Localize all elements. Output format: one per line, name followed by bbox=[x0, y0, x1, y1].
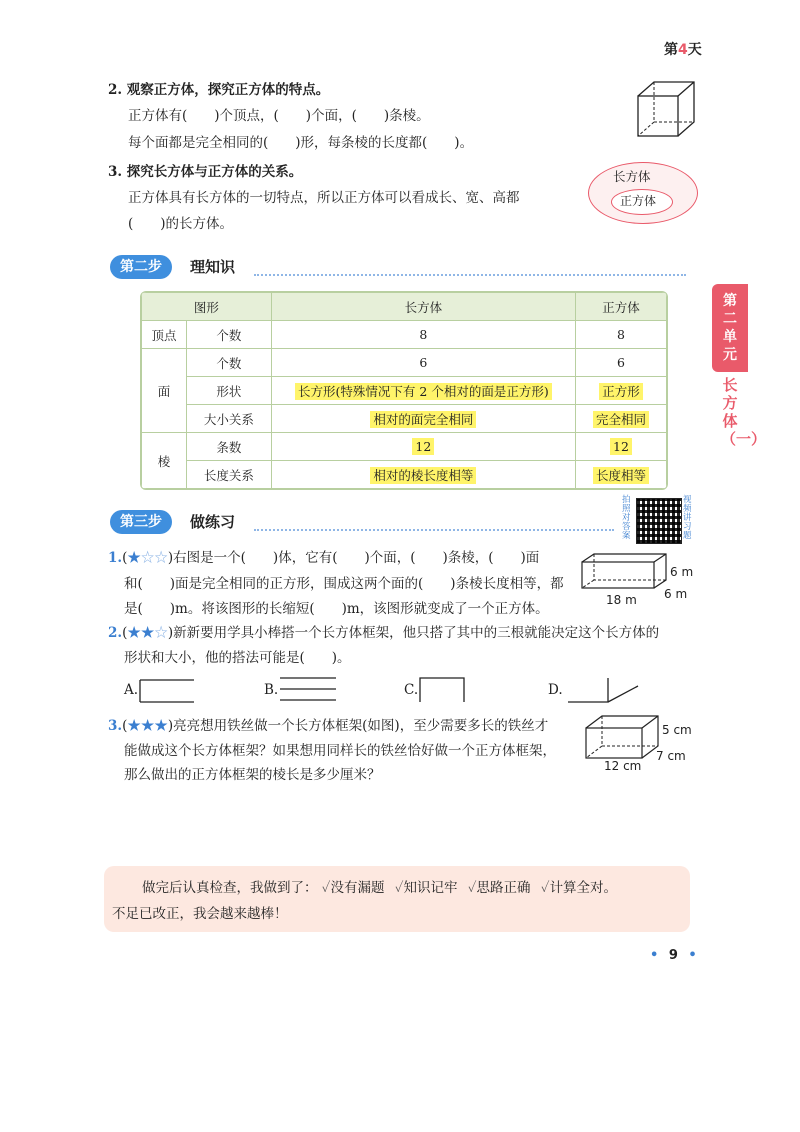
row-cuboid: 8 bbox=[271, 321, 575, 349]
cuboid2-length: 12 cm bbox=[604, 759, 642, 773]
self-check-line1 bbox=[142, 878, 617, 898]
step3-divider bbox=[254, 529, 614, 531]
check-icon: ✓ bbox=[321, 880, 331, 896]
star-empty-icon: ☆ bbox=[154, 625, 168, 641]
venn-outer bbox=[588, 162, 698, 224]
option-b-figure bbox=[278, 674, 340, 704]
row-cuboid: 6 bbox=[271, 349, 575, 377]
step2-title: 理知识 bbox=[190, 258, 236, 276]
row-attr: 长度关系 bbox=[187, 461, 272, 489]
exercise-1-line3: 是( )m。将该图形的长缩短( )m，该图形就变成了一个正方体。 bbox=[124, 601, 549, 617]
cuboid1-width: 6 m bbox=[664, 587, 688, 601]
page-number: • 9 • bbox=[650, 948, 697, 963]
self-check-line2: 不足已改正，我会越来越棒！ bbox=[112, 906, 288, 922]
option-a-figure bbox=[138, 678, 198, 704]
venn-inner-label: 正方体 bbox=[620, 194, 657, 208]
q2-title: 2. 观察正方体，探究正方体的特点。 bbox=[108, 82, 330, 98]
check-item: 计算全对。 bbox=[549, 880, 618, 896]
qr-code-icon[interactable] bbox=[636, 498, 682, 544]
knowledge-table-frame bbox=[140, 291, 668, 490]
cuboid2-height: 5 cm bbox=[662, 723, 692, 737]
row-cube: 完全相同 bbox=[593, 411, 649, 428]
option-b-label: B. bbox=[264, 682, 279, 698]
unit-tab bbox=[712, 284, 748, 372]
qr-caption-right: 视频讲习题 bbox=[683, 495, 692, 541]
day-label: 第4天 bbox=[664, 42, 702, 58]
step2-divider bbox=[254, 274, 686, 276]
day-number: 4 bbox=[678, 42, 688, 58]
row-cuboid: 相对的棱长度相等 bbox=[370, 467, 476, 484]
option-c-figure bbox=[418, 676, 470, 704]
step2-pill: 第二步 bbox=[110, 255, 172, 279]
check-item: 没有漏题 bbox=[330, 880, 385, 896]
cuboid2-width: 7 cm bbox=[656, 749, 686, 763]
check-item: 思路正确 bbox=[476, 880, 531, 896]
check-item: 知识记牢 bbox=[403, 880, 458, 896]
row-cuboid: 长方形(特殊情况下有 2 个相对的面是正方形) bbox=[295, 383, 552, 400]
option-c[interactable] bbox=[404, 680, 418, 700]
group-face: 面 bbox=[142, 349, 187, 433]
option-a-label: A. bbox=[124, 682, 139, 698]
unit-label: 第二单元 bbox=[723, 293, 737, 363]
option-d[interactable] bbox=[548, 680, 563, 700]
row-attr: 个数 bbox=[187, 349, 272, 377]
table-row bbox=[142, 321, 667, 349]
row-attr: 个数 bbox=[187, 321, 272, 349]
table-row bbox=[142, 461, 667, 489]
row-cuboid: 相对的面完全相同 bbox=[370, 411, 476, 428]
difficulty-stars: (★★☆) bbox=[122, 625, 174, 641]
dot-icon: • bbox=[650, 948, 659, 963]
option-b[interactable] bbox=[264, 680, 278, 700]
difficulty-stars: (★☆☆) bbox=[122, 550, 174, 566]
header-cuboid: 长方体 bbox=[271, 293, 575, 321]
dot-icon: • bbox=[688, 948, 697, 963]
self-check-lead: 做完后认真检查，我做到了： bbox=[142, 880, 318, 896]
star-empty-icon: ☆ bbox=[154, 550, 168, 566]
exercise-2-line1: 新新要用学具小棒搭一个长方体框架，他只搭了其中的三根就能决定这个长方体的 bbox=[173, 625, 660, 641]
row-cube: 长度相等 bbox=[593, 467, 649, 484]
q3-title: 3. 探究长方体与正方体的关系。 bbox=[108, 164, 303, 180]
exercise-2-line2: 形状和大小，他的搭法可能是( )。 bbox=[124, 650, 351, 666]
cuboid1-length: 18 m bbox=[606, 593, 637, 607]
cuboid1-height: 6 m bbox=[670, 565, 694, 579]
exercise-2-number: 2. bbox=[108, 625, 123, 641]
option-d-figure bbox=[566, 674, 642, 706]
row-cube: 12 bbox=[610, 438, 632, 455]
cuboid-figure-2 bbox=[584, 714, 662, 760]
cuboid-figure-1 bbox=[580, 552, 670, 592]
cube-figure bbox=[634, 78, 698, 142]
exercise-3-line2: 能做成这个长方体框架？如果想用同样长的铁丝恰好做一个正方体框架， bbox=[124, 743, 556, 759]
row-cube: 正方形 bbox=[599, 383, 643, 400]
exercise-3 bbox=[108, 716, 548, 736]
table-header-row bbox=[142, 293, 667, 321]
row-cube: 8 bbox=[576, 321, 667, 349]
venn-inner bbox=[611, 189, 673, 215]
table-row bbox=[142, 349, 667, 377]
table-row bbox=[142, 433, 667, 461]
row-cuboid: 12 bbox=[412, 438, 434, 455]
star-filled-icon: ★ bbox=[127, 625, 141, 641]
star-filled-icon: ★ bbox=[140, 625, 155, 641]
check-icon: ✓ bbox=[467, 880, 477, 896]
row-cube: 6 bbox=[576, 349, 667, 377]
header-cube: 正方体 bbox=[576, 293, 667, 321]
option-c-label: C. bbox=[404, 682, 419, 698]
exercise-1 bbox=[108, 548, 539, 568]
exercise-1-number: 1. bbox=[108, 550, 123, 566]
exercise-3-line1: 亮亮想用铁丝做一个长方体框架(如图)，至少需要多长的铁丝才 bbox=[173, 718, 549, 734]
star-filled-icon: ★ bbox=[140, 718, 155, 734]
self-check-banner bbox=[104, 866, 690, 932]
table-row bbox=[142, 405, 667, 433]
group-vertex: 顶点 bbox=[142, 321, 187, 349]
row-attr: 条数 bbox=[187, 433, 272, 461]
q2-line1: 正方体有( )个顶点，( )个面，( )条棱。 bbox=[128, 108, 430, 124]
q3-line1: 正方体具有长方体的一切特点，所以正方体可以看成长、宽、高都 bbox=[128, 190, 520, 206]
header-figure: 图形 bbox=[142, 293, 272, 321]
star-filled-icon: ★ bbox=[154, 718, 168, 734]
qr-caption-left: 拍照对答案 bbox=[622, 495, 631, 541]
venn-outer-label: 长方体 bbox=[613, 169, 651, 184]
difficulty-stars: (★★★) bbox=[122, 718, 174, 734]
step3-pill: 第三步 bbox=[110, 510, 172, 534]
table-row bbox=[142, 377, 667, 405]
q2-line2: 每个面都是完全相同的( )形，每条棱的长度都( )。 bbox=[128, 135, 474, 151]
exercise-1-line2: 和( )面是完全相同的正方形，围成这两个面的( )条棱长度相等，都 bbox=[124, 576, 564, 592]
exercise-3-number: 3. bbox=[108, 718, 123, 734]
step3-title: 做练习 bbox=[190, 513, 236, 531]
row-attr: 形状 bbox=[187, 377, 272, 405]
check-icon: ✓ bbox=[540, 880, 550, 896]
option-a[interactable] bbox=[124, 680, 138, 700]
knowledge-table bbox=[141, 292, 667, 489]
group-edge: 棱 bbox=[142, 433, 187, 489]
exercise-1-line1: 右图是一个( )体，它有( )个面，( )条棱，( )面 bbox=[173, 550, 540, 566]
option-d-label: D. bbox=[548, 682, 563, 698]
star-filled-icon: ★ bbox=[127, 718, 141, 734]
exercise-3-line3: 那么做出的正方体框架的棱长是多少厘米？ bbox=[124, 767, 381, 783]
row-attr: 大小关系 bbox=[187, 405, 272, 433]
check-icon: ✓ bbox=[394, 880, 404, 896]
star-empty-icon: ☆ bbox=[140, 550, 155, 566]
topic-label: 长方体（一） bbox=[721, 376, 767, 448]
star-filled-icon: ★ bbox=[127, 550, 141, 566]
q3-line2: ( )的长方体。 bbox=[128, 216, 234, 232]
exercise-2 bbox=[108, 623, 659, 643]
